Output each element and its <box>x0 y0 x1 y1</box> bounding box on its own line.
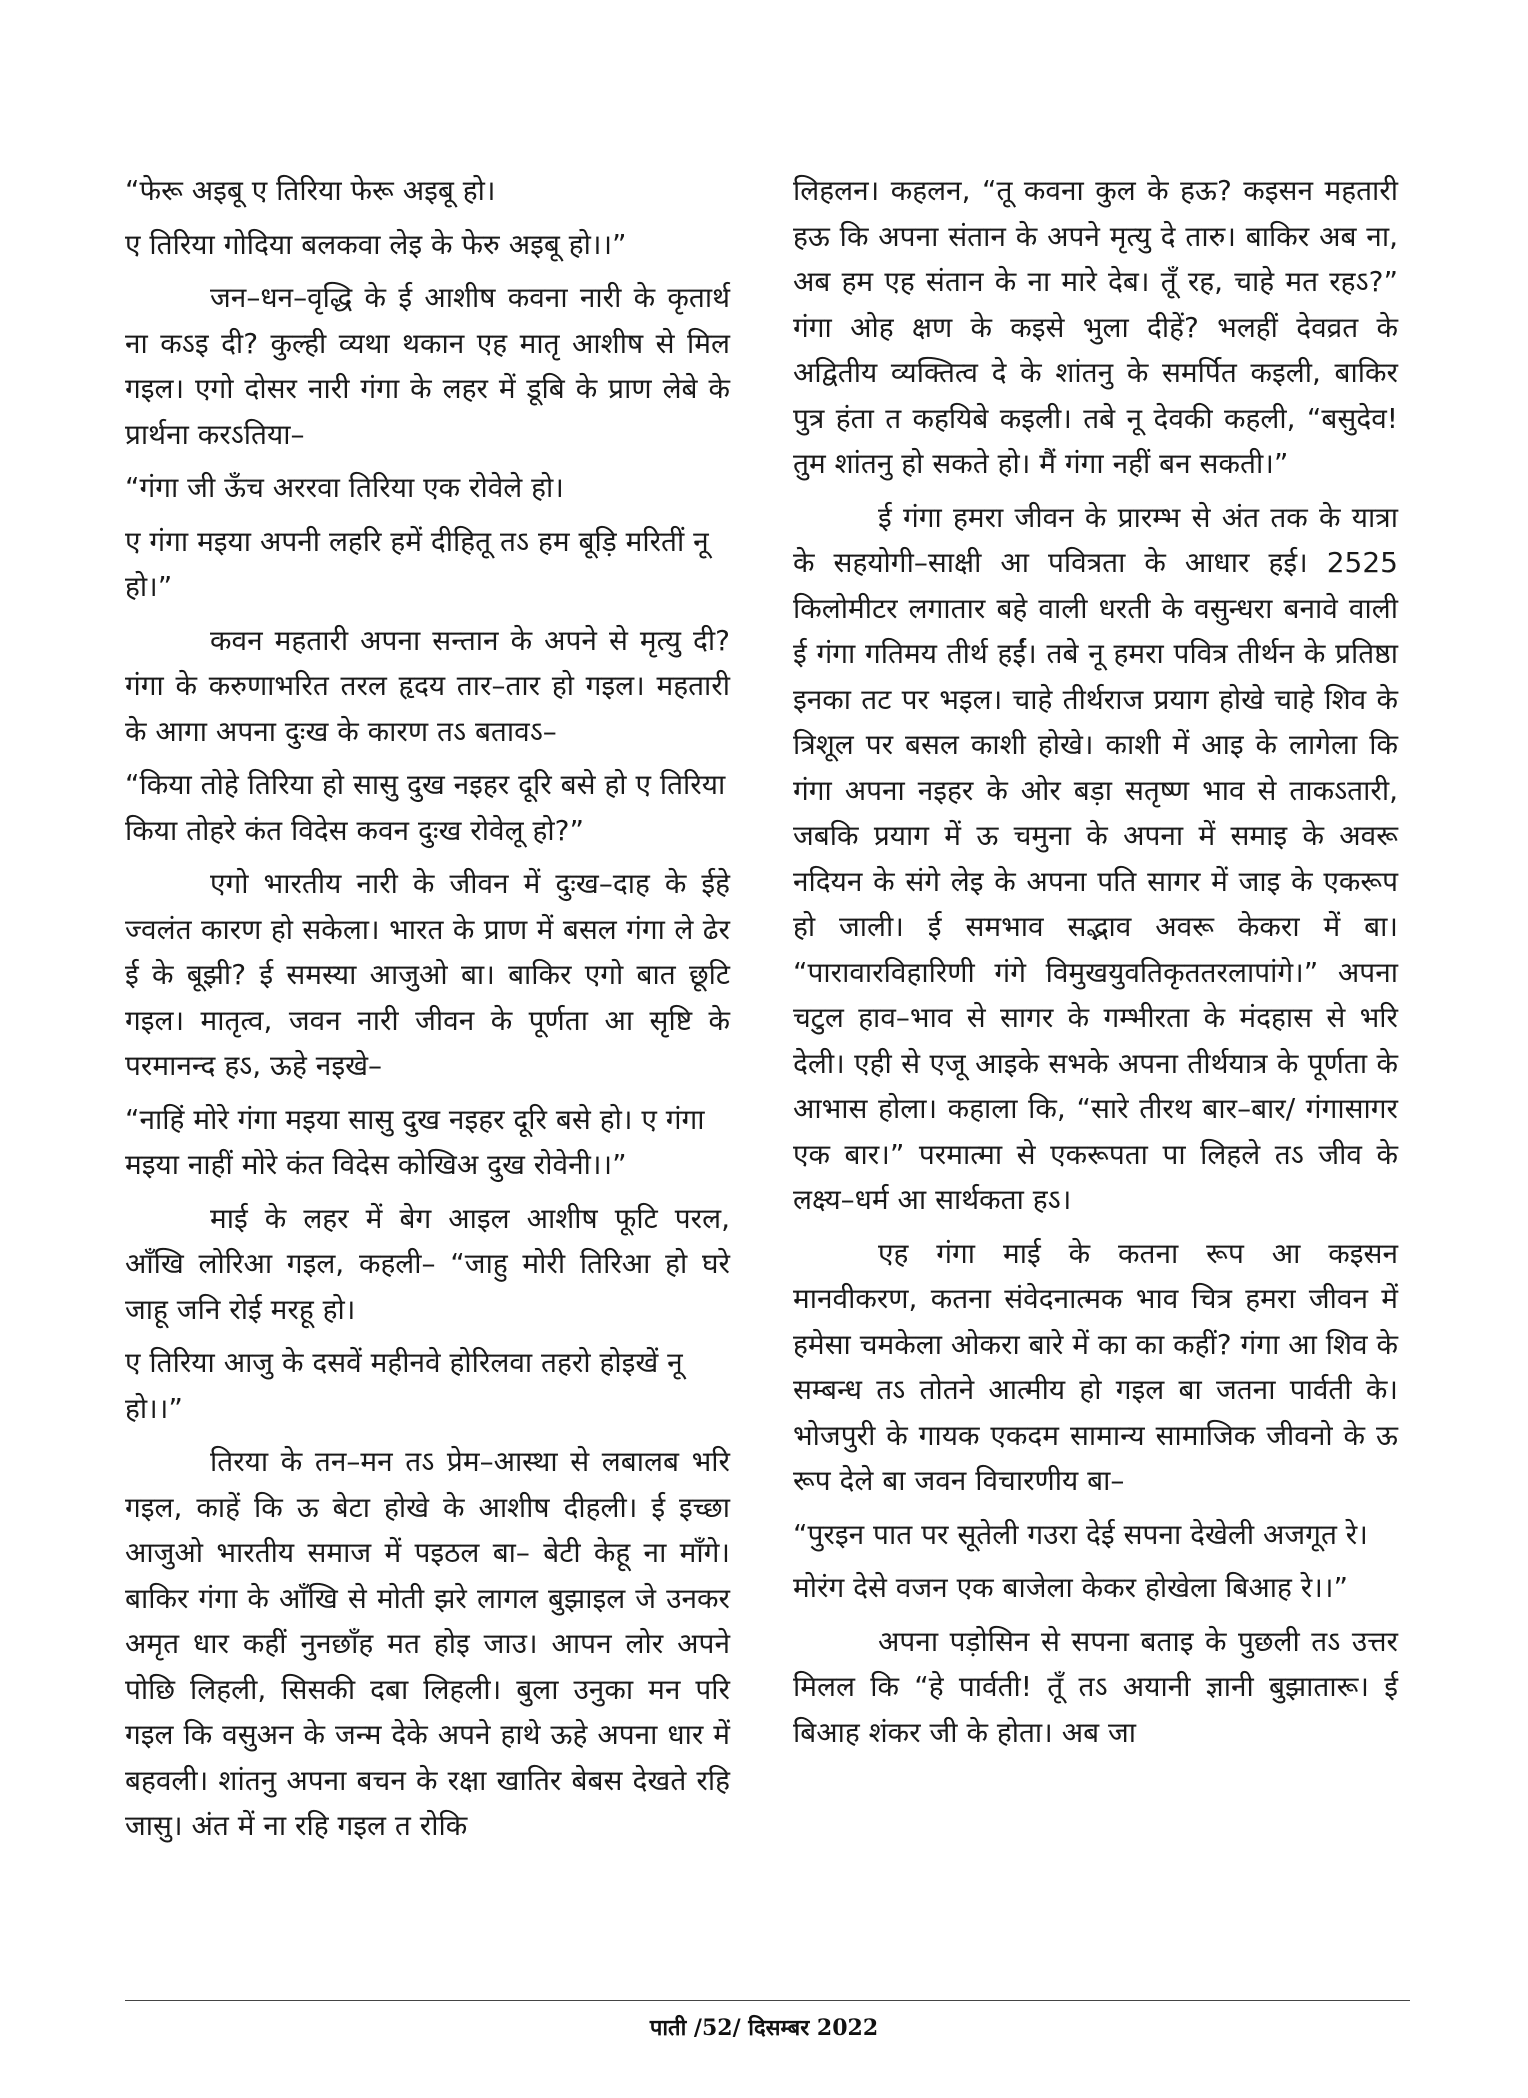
paragraph: माई के लहर में बेग आइल आशीष फूटि परल, आँखि लोरिआ गइल, कहली– “जाहु मोरी तिरिआ हो घरे जाहू जनि रोई मरहू हो। <box>125 1201 730 1326</box>
right-column <box>793 168 1398 1763</box>
verse-line: “पुरइन पात पर सूतेली गउरा देई सपना देखेली अजगूत रे। <box>793 1517 1368 1551</box>
left-column <box>125 168 730 1857</box>
verse-line: “फेरू अइबू ए तिरिया फेरू अइबू हो। <box>125 174 496 207</box>
page-footer: पाती /52/ दिसम्बर 2022 <box>649 2015 879 2041</box>
verse-line: ए तिरिया गोदिया बलकवा लेइ के फेरु अइबू हो।।” <box>125 227 627 261</box>
verse-line: ए गंगा मइया अपनी लहरि हमें दीहितू तऽ हम बूड़ि मरितीं नू हो।” <box>125 524 709 603</box>
paragraph: एह गंगा माई के कतना रूप आ कइसन मानवीकरण, कतना संवेदनात्मक भाव चित्र हमरा जीवन में हमेसा चमकेला ओकरा बारे में का का कहीं? गंगा आ शिव के सम्बन्ध तऽ तोतने आत्मीय हो गइल बा जतना पार्वती के। भोजपुरी के गायक एकदम सामान्य सामाजिक जीवनो के ऊ रूप देले बा जवन विचारणीय बा– <box>793 1236 1399 1497</box>
verse-line: ए तिरिया आजु के दसवें महीनवे होरिलवा तहरो होइखें नू हो।।” <box>125 1346 683 1425</box>
verse-line: मोरंग देसे वजन एक बाजेला केकर होखेला बिआह रे।।” <box>793 1571 1348 1604</box>
paragraph: एगो भारतीय नारी के जीवन में दुःख–दाह के ईहे ज्वलंत कारण हो सकेला। भारत के प्राण में बसल गंगा ले ढेर ई के बूझी? ई समस्या आजुओ बा। बाकिर एगो बात छूटि गइल। मातृत्व, जवन नारी जीवन के पूर्णता आ सृष्टि के परमानन्द हऽ, ऊहे नइखे– <box>125 867 730 1082</box>
paragraph: लिहलन। कहलन, “तू कवना कुल के हऊ? कइसन महतारी हऊ कि अपना संतान के अपने मृत्यु दे तारु। बाकिर अब ना, अब हम एह संतान के ना मारे देब। तूँ रह, चाहे मत रहऽ?” गंगा ओह क्षण के कइसे भुला दीहें? भलहीं देवव्रत के अद्वितीय व्यक्तित्व दे के शांतनु के समर्पित कइली, बाकिर पुत्र हंता त कहयिबे कइली। तबे नू देवकी कहली, “बसुदेव! तुम शांतनु हो सकते हो। मैं गंगा नहीं बन सकती।” <box>793 174 1398 480</box>
paragraph: ई गंगा हमरा जीवन के प्रारम्भ से अंत तक के यात्रा के सहयोगी–साक्षी आ पवित्रता के आधार हई। 2525 किलोमीटर लगातार बहे वाली धरती के वसुन्धरा बनावे वाली ई गंगा गतिमय तीर्थ हईं। तबे नू हमरा पवित्र तीर्थन के प्रतिष्ठा इनका तट पर भइल। चाहे तीर्थराज प्रयाग होखे चाहे शिव के त्रिशूल पर बसल काशी होखे। काशी में आइ के लागेला कि गंगा अपना नइहर के ओर बड़ा सतृष्ण भाव से ताकऽतारी, जबकि प्रयाग में ऊ चमुना के अपना में समाइ के अवरू नदियन के संगे लेइ के अपना पति सागर में जाइ के एकरूप हो जाली। ई समभाव सद्भाव अवरू केकरा में बा। “पारावारविहारिणी गंगे विमुखयुवतिकृततरलापांगे।” अपना चटुल हाव–भाव से सागर के गम्भीरता के मंदहास से भरि देली। एही से एजू आइके सभके अपना तीर्थयात्र के पूर्णता के आभास होला। कहाला कि, “सारे तीरथ बार–बार/ गंगासागर एक बार।” परमात्मा से एकरूपता पा लिहले तऽ जीव के लक्ष्य–धर्म आ सार्थकता हऽ। <box>793 500 1398 1216</box>
verse-line: “किया तोहे तिरिया हो सासु दुख नइहर दूरि बसे हो ए तिरिया किया तोहरे कंत विदेस कवन दुःख रोवेलू हो?” <box>125 768 726 847</box>
verse-line: “नाहिं मोरे गंगा मइया सासु दुख नइहर दूरि बसे हो। ए गंगा मइया नाहीं मोरे कंत विदेस कोखिअ दुख रोवेनी।।” <box>125 1102 705 1181</box>
paragraph: जन–धन–वृद्धि के ई आशीष कवना नारी के कृतार्थ ना कऽइ दी? कुल्ही व्यथा थकान एह मातृ आशीष से मिल गइल। एगो दोसर नारी गंगा के लहर में डूबि के प्राण लेबे के प्रार्थना करऽतिया– <box>125 281 730 451</box>
paragraph: कवन महतारी अपना सन्तान के अपने से मृत्यु दी? गंगा के करुणाभरित तरल हृदय तार–तार हो गइल। महतारी के आगा अपना दुःख के कारण तऽ बतावऽ– <box>125 623 730 748</box>
footer-divider <box>125 2000 1410 2001</box>
verse-line: “गंगा जी ऊँच अररवा तिरिया एक रोवेले हो। <box>125 471 564 504</box>
paragraph: तिरया के तन–मन तऽ प्रेम–आस्था से लबालब भरि गइल, काहें कि ऊ बेटा होखे के आशीष दीहली। ई इच्छा आजुओ भारतीय समाज में पइठल बा– बेटी केहू ना माँगे। बाकिर गंगा के आँखि से मोती झरे लागल बुझाइल जे उनकर अमृत धार कहीं नुनछाँह मत होइ जाउ। आपन लोर अपने पोछि लिहली, सिसकी दबा लिहली। बुला उनुका मन परि गइल कि वसुअन के जन्म देके अपने हाथे ऊहे अपना धार में बहवली। शांतनु अपना बचन के रक्षा खातिर बेबस देखते रहि जासु। अंत में ना रहि गइल त रोकि <box>125 1445 730 1842</box>
paragraph: अपना पड़ोसिन से सपना बताइ के पुछली तऽ उत्तर मिलल कि “हे पार्वती! तूँ तऽ अयानी ज्ञानी बुझातारू। ई बिआह शंकर जी के होता। अब जा <box>793 1624 1398 1749</box>
